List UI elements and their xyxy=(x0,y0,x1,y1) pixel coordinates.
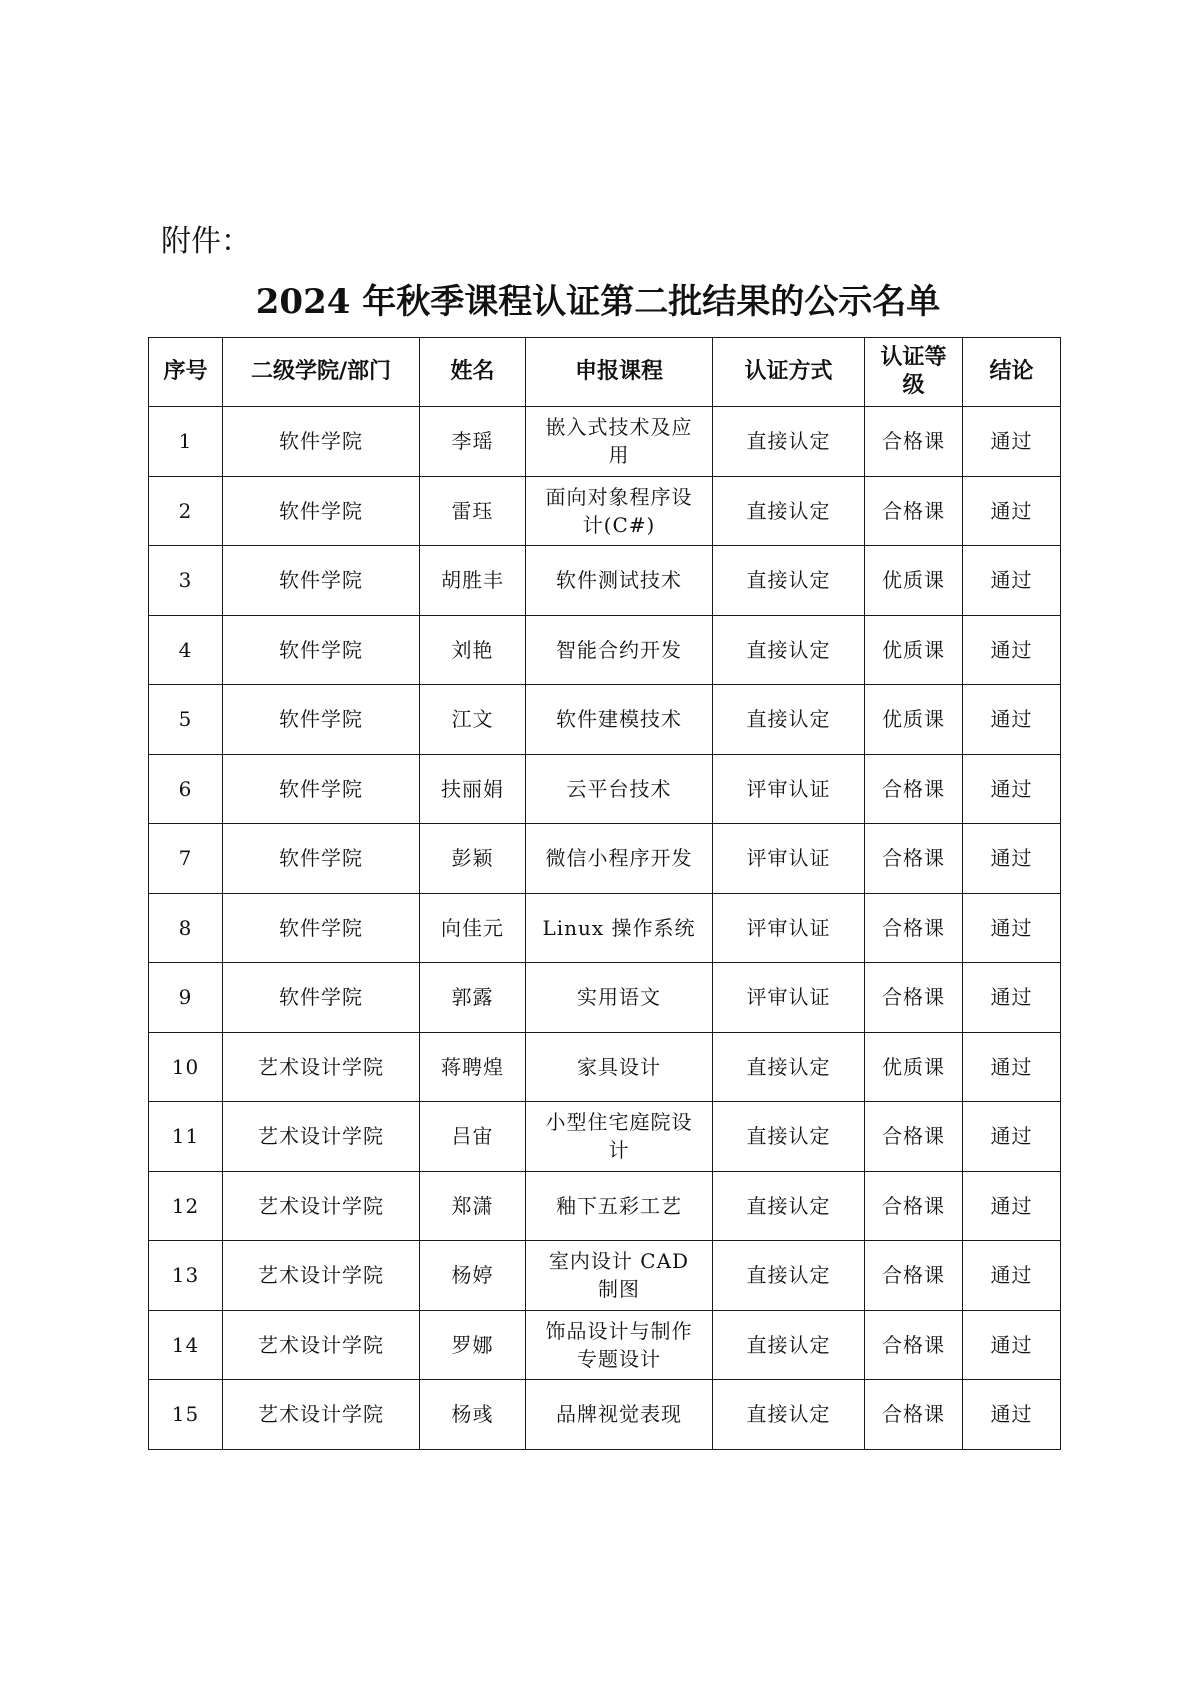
cell-level: 合格课 xyxy=(865,824,963,894)
cell-department: 艺术设计学院 xyxy=(223,1241,420,1311)
cell-department: 软件学院 xyxy=(223,546,420,616)
cell-course: 釉下五彩工艺 xyxy=(526,1171,713,1241)
cell-method: 评审认证 xyxy=(713,824,865,894)
cell-conclusion: 通过 xyxy=(963,685,1061,755)
header-level: 认证等级 xyxy=(865,338,963,407)
cell-index: 1 xyxy=(149,407,223,477)
table-row xyxy=(149,963,1061,1033)
cell-method: 直接认定 xyxy=(713,615,865,685)
table-row xyxy=(149,476,1061,546)
cell-method: 直接认定 xyxy=(713,1032,865,1102)
cell-method: 直接认定 xyxy=(713,1310,865,1380)
table-row xyxy=(149,1171,1061,1241)
cell-department: 软件学院 xyxy=(223,685,420,755)
cell-conclusion: 通过 xyxy=(963,546,1061,616)
cell-method: 直接认定 xyxy=(713,1171,865,1241)
cell-name: 杨彧 xyxy=(420,1380,526,1450)
cell-level: 合格课 xyxy=(865,407,963,477)
cell-index: 13 xyxy=(149,1241,223,1311)
cell-name: 郑潇 xyxy=(420,1171,526,1241)
cell-level: 合格课 xyxy=(865,754,963,824)
cell-name: 向佳元 xyxy=(420,893,526,963)
header-name: 姓名 xyxy=(420,338,526,407)
cell-name: 扶丽娟 xyxy=(420,754,526,824)
cell-department: 软件学院 xyxy=(223,476,420,546)
cell-department: 软件学院 xyxy=(223,893,420,963)
cell-method: 直接认定 xyxy=(713,1102,865,1172)
cell-index: 4 xyxy=(149,615,223,685)
cell-method: 直接认定 xyxy=(713,685,865,755)
header-index: 序号 xyxy=(149,338,223,407)
cell-conclusion: 通过 xyxy=(963,407,1061,477)
cell-level: 合格课 xyxy=(865,1241,963,1311)
cell-department: 艺术设计学院 xyxy=(223,1310,420,1380)
table-row xyxy=(149,824,1061,894)
cell-conclusion: 通过 xyxy=(963,1032,1061,1102)
cell-level: 优质课 xyxy=(865,546,963,616)
cell-method: 评审认证 xyxy=(713,963,865,1033)
table-row xyxy=(149,685,1061,755)
header-course: 申报课程 xyxy=(526,338,713,407)
cell-course: 智能合约开发 xyxy=(526,615,713,685)
cell-course: 面向对象程序设计(C#) xyxy=(526,476,713,546)
cell-course: 实用语文 xyxy=(526,963,713,1033)
header-department: 二级学院/部门 xyxy=(223,338,420,407)
cell-name: 刘艳 xyxy=(420,615,526,685)
cell-department: 艺术设计学院 xyxy=(223,1102,420,1172)
cell-conclusion: 通过 xyxy=(963,1102,1061,1172)
cell-course: 品牌视觉表现 xyxy=(526,1380,713,1450)
cell-level: 优质课 xyxy=(865,615,963,685)
cell-name: 胡胜丰 xyxy=(420,546,526,616)
table-header-row xyxy=(149,338,1061,407)
cell-name: 郭露 xyxy=(420,963,526,1033)
table-row xyxy=(149,1380,1061,1450)
cell-course: 家具设计 xyxy=(526,1032,713,1102)
cell-level: 合格课 xyxy=(865,476,963,546)
cell-level: 合格课 xyxy=(865,1102,963,1172)
cell-level: 合格课 xyxy=(865,1310,963,1380)
cell-level: 合格课 xyxy=(865,963,963,1033)
cell-index: 11 xyxy=(149,1102,223,1172)
cell-name: 罗娜 xyxy=(420,1310,526,1380)
cell-method: 直接认定 xyxy=(713,476,865,546)
cell-index: 6 xyxy=(149,754,223,824)
cell-level: 合格课 xyxy=(865,1171,963,1241)
cell-course: 小型住宅庭院设计 xyxy=(526,1102,713,1172)
cell-level: 合格课 xyxy=(865,893,963,963)
cell-conclusion: 通过 xyxy=(963,754,1061,824)
cell-name: 江文 xyxy=(420,685,526,755)
table-row xyxy=(149,893,1061,963)
table-row xyxy=(149,615,1061,685)
cell-conclusion: 通过 xyxy=(963,963,1061,1033)
cell-index: 12 xyxy=(149,1171,223,1241)
cell-course: 饰品设计与制作专题设计 xyxy=(526,1310,713,1380)
cell-department: 艺术设计学院 xyxy=(223,1032,420,1102)
table-row xyxy=(149,546,1061,616)
cell-level: 合格课 xyxy=(865,1380,963,1450)
cell-department: 软件学院 xyxy=(223,754,420,824)
cell-method: 评审认证 xyxy=(713,754,865,824)
cell-department: 软件学院 xyxy=(223,963,420,1033)
cell-conclusion: 通过 xyxy=(963,824,1061,894)
cell-conclusion: 通过 xyxy=(963,476,1061,546)
cell-department: 艺术设计学院 xyxy=(223,1380,420,1450)
cell-index: 2 xyxy=(149,476,223,546)
cell-method: 评审认证 xyxy=(713,893,865,963)
cell-name: 杨婷 xyxy=(420,1241,526,1311)
cell-method: 直接认定 xyxy=(713,407,865,477)
cell-conclusion: 通过 xyxy=(963,1310,1061,1380)
cell-course: 软件建模技术 xyxy=(526,685,713,755)
result-table xyxy=(148,337,1061,1450)
cell-index: 15 xyxy=(149,1380,223,1450)
cell-conclusion: 通过 xyxy=(963,893,1061,963)
cell-conclusion: 通过 xyxy=(963,1241,1061,1311)
cell-department: 软件学院 xyxy=(223,407,420,477)
cell-department: 软件学院 xyxy=(223,615,420,685)
cell-index: 9 xyxy=(149,963,223,1033)
cell-conclusion: 通过 xyxy=(963,615,1061,685)
cell-method: 直接认定 xyxy=(713,1380,865,1450)
cell-name: 李瑶 xyxy=(420,407,526,477)
table-row xyxy=(149,1310,1061,1380)
cell-index: 10 xyxy=(149,1032,223,1102)
cell-course: 软件测试技术 xyxy=(526,546,713,616)
attachment-label: 附件： xyxy=(161,224,251,259)
cell-course: 云平台技术 xyxy=(526,754,713,824)
cell-index: 5 xyxy=(149,685,223,755)
cell-name: 蒋聘煌 xyxy=(420,1032,526,1102)
cell-method: 直接认定 xyxy=(713,1241,865,1311)
cell-level: 优质课 xyxy=(865,1032,963,1102)
cell-conclusion: 通过 xyxy=(963,1171,1061,1241)
table-row xyxy=(149,1241,1061,1311)
cell-department: 艺术设计学院 xyxy=(223,1171,420,1241)
header-method: 认证方式 xyxy=(713,338,865,407)
table-row xyxy=(149,1102,1061,1172)
cell-course: 微信小程序开发 xyxy=(526,824,713,894)
table-row xyxy=(149,1032,1061,1102)
table-row xyxy=(149,754,1061,824)
cell-course: Linux 操作系统 xyxy=(526,893,713,963)
cell-method: 直接认定 xyxy=(713,546,865,616)
cell-conclusion: 通过 xyxy=(963,1380,1061,1450)
cell-name: 彭颖 xyxy=(420,824,526,894)
cell-department: 软件学院 xyxy=(223,824,420,894)
table-body xyxy=(149,407,1061,1450)
header-conclusion: 结论 xyxy=(963,338,1061,407)
table-row xyxy=(149,407,1061,477)
cell-index: 14 xyxy=(149,1310,223,1380)
page-title: 2024 年秋季课程认证第二批结果的公示名单 xyxy=(255,282,941,322)
cell-level: 优质课 xyxy=(865,685,963,755)
cell-course: 室内设计 CAD 制图 xyxy=(526,1241,713,1311)
cell-name: 吕宙 xyxy=(420,1102,526,1172)
cell-index: 3 xyxy=(149,546,223,616)
cell-index: 8 xyxy=(149,893,223,963)
cell-course: 嵌入式技术及应用 xyxy=(526,407,713,477)
cell-name: 雷珏 xyxy=(420,476,526,546)
cell-index: 7 xyxy=(149,824,223,894)
